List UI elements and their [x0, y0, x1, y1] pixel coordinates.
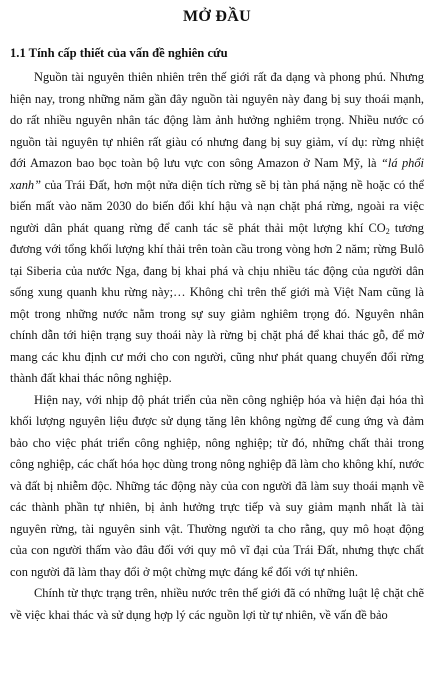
paragraph-1 [10, 67, 424, 390]
co2-subscript: 2 [385, 226, 390, 236]
paragraph-1-text-b: của Trái Đất, hơn một nửa diện tích rừng sẽ bị tàn phá nặng nề hoặc có thể biến mất vào năm 2030 do biến đổi khí hậu và nạn chặt phá rừng, ngoài ra việc người dân phát quang rừng để canh tác sẽ phát thải một lượng khí CO [10, 177, 424, 235]
paragraph-2: Hiện nay, với nhịp độ phát triển của nền công nghiệp hóa và hiện đại hóa thì khối lượng nguyên liệu được sử dụng tăng lên không ngừng để cung ứng và đảm bảo cho việc phát triển công nghiệp, nông nghiệp; từ đó, những chất thải trong công nghiệp, các chất hóa học dùng trong nông nghiệp đã làm cho không khí, nước và đất bị nhiễm độc. Những tác động này của con người đã làm suy thoái mạnh về các thành phần tự nhiên, bị ảnh hưởng trực tiếp và suy giảm mạnh nhất là tài nguyên rừng, tài nguyên sinh vật. Thường người ta cho rằng, quy mô hoạt động của con người thấm vào đâu đối với quy mô vĩ đại của Trái Đất, nhưng thực chất con người đã làm thay đổi ở một chừng mực đáng kể đối với tự nhiên. [10, 392, 424, 579]
page-title: MỞ ĐẦU [182, 8, 251, 25]
paragraph-1-italic: “lá phổi xanh” [10, 156, 424, 192]
paragraph-1-text-c: tương đương với tổng khối lượng khí thải trên toàn cầu trong vòng hơn 2 năm; rừng Bulô tại Siberia của nước Nga, đang bị khai phá và chịu nhiều tác động của người dân sống xung quanh khu rừng này;… Không chỉ trên thế giới mà Việt Nam cũng là một trong những nước nằm trong sự suy giảm nghiêm trọng đó. Nguyên nhân chính dẫn tới hiện trạng suy thoái này là rừng bị chặt phá để khai thác gỗ, để mở mang các khu định cư mới cho con người, cũng như phát quang chuyển đổi rừng thành đất khai thác nông nghiệp. [10, 220, 424, 385]
section-heading: 1.1 Tính cấp thiết của vấn đề nghiên cứu [10, 46, 228, 60]
paragraph-1-text-a: Nguồn tài nguyên thiên nhiên trên thế giới rất đa dạng và phong phú. Nhưng hiện nay, trong những năm gần đây nguồn tài nguyên này đang bị suy thoái mạnh, do rất nhiều nguyên nhân tác động làm ảnh hưởng nghiêm trọng. Nhiều nước có nguồn tài nguyên tự nhiên rất giàu có nhưng đang bị suy giảm, ví dụ: rừng nhiệt đới Amazon bao bọc toàn bộ lưu vực con sông Amazon ở Nam Mỹ, là [10, 70, 424, 170]
paragraph-3: Chính từ thực trạng trên, nhiều nước trên thế giới đã có những luật lệ chặt chẽ về việc khai thác và sử dụng hợp lý các nguồn lợi từ tự nhiên, về vấn đề bảo [10, 586, 424, 622]
